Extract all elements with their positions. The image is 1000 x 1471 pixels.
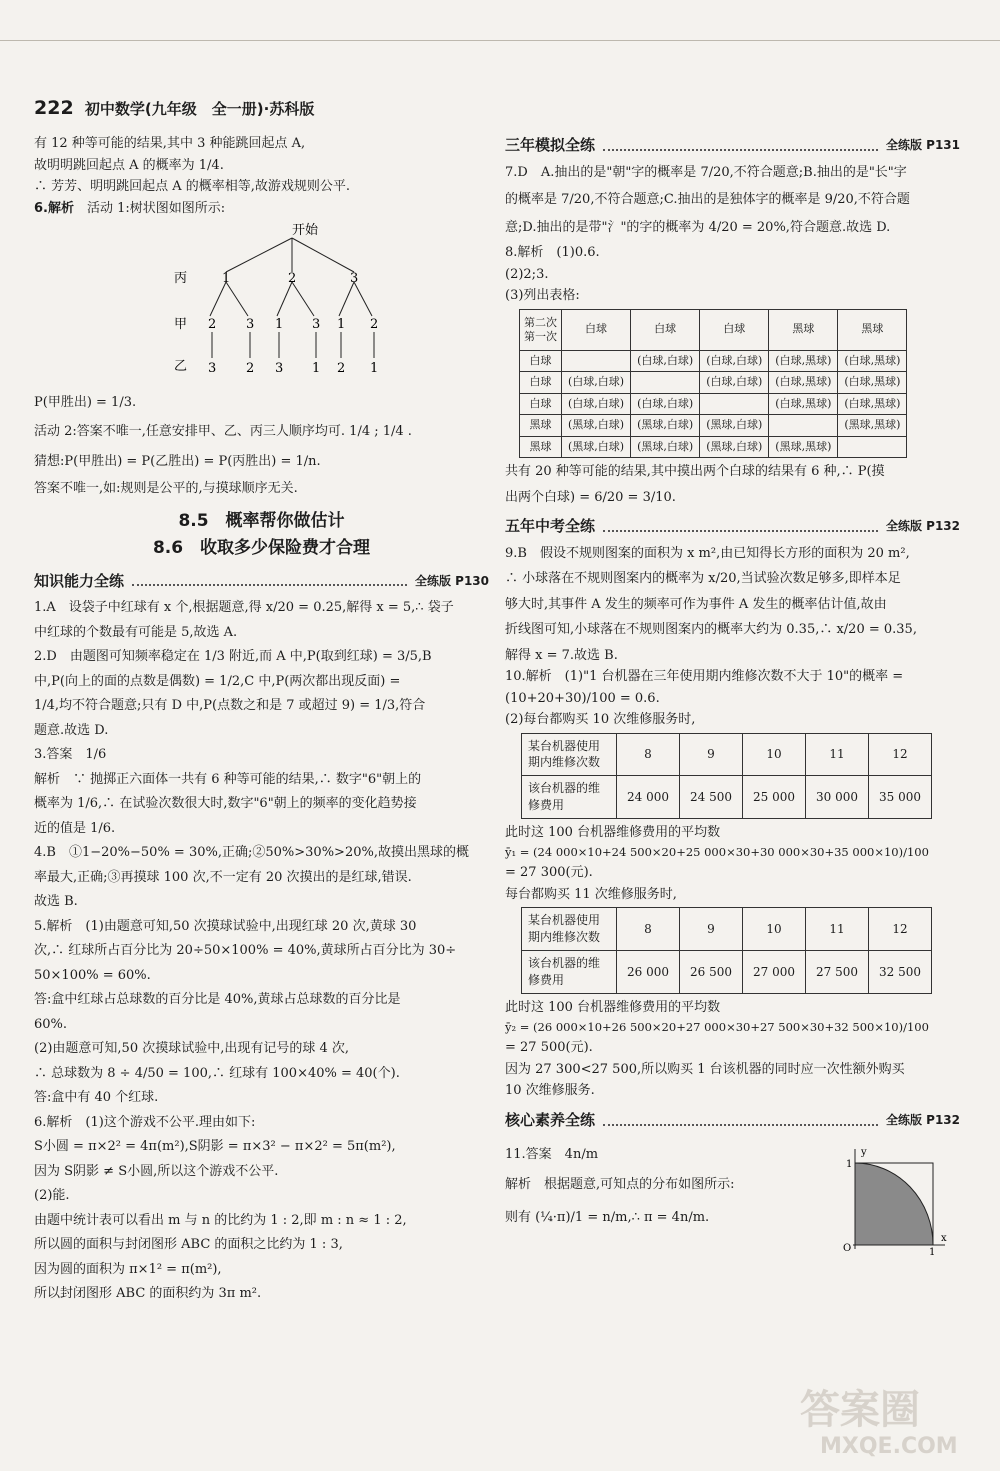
tree-node: 1 [312, 361, 321, 376]
text-line: 答案不唯一,如:规则是公平的,与摸球顺序无关. [34, 481, 298, 496]
answer-line: 概率为 1/6,∴ 在试验次数很大时,数字"6"朝上的频率的变化趋势接 [34, 796, 417, 811]
text-line: (3)列出表格: [505, 288, 580, 303]
watermark-logo: 答案圈 [800, 1387, 920, 1433]
table-cell: 9 [680, 908, 743, 951]
axis-label-x: x [941, 1233, 947, 1245]
axis-label-y: y [861, 1147, 867, 1159]
table-cell: (白球,白球) [700, 372, 769, 394]
tree-node: 2 [208, 317, 217, 332]
row-header: 该台机器的维修费用 [522, 776, 617, 819]
text-line: 猜想:P(甲胜出) = P(乙胜出) = P(丙胜出) = 1/n. [34, 453, 321, 469]
text-line: 共有 20 种等可能的结果,其中摸出两个白球的结果有 6 种,∴ P(摸 [505, 464, 885, 479]
q11-block [505, 1145, 960, 1255]
answer-line: 1/4,均不符合题意;只有 D 中,P(点数之和是 7 或超过 9) = 1/3,符合 [34, 698, 426, 713]
table-cell: (白球,白球) [562, 372, 631, 394]
table-cell: 12 [869, 908, 932, 951]
section-title-8-5: 8.5 概率帮你做估计 [178, 510, 345, 531]
text-line: 意;D.抽出的是带"氵"的字的概率为 4/20 = 20%,符合题意.故选 D. [505, 219, 891, 235]
section-header [505, 515, 960, 538]
row-header: 某台机器使用期内维修次数 [522, 733, 617, 776]
text-line: = 27 300(元). [505, 865, 593, 881]
row-label: 甲 [174, 317, 188, 332]
row-header: 白球 [520, 350, 562, 372]
tree-node: 2 [246, 361, 255, 376]
answer-line: 故选 B. [34, 894, 78, 909]
row-header: 黑球 [520, 415, 562, 437]
page-header [34, 94, 314, 123]
text-line: 因为 27 300<27 500,所以购买 1 台该机器的同时应一次性额外购买 [505, 1061, 905, 1077]
answer-line: 解析 ∵ 抛掷正六面体一共有 6 种等可能的结果,∴ 数字"6"朝上的 [34, 771, 422, 787]
table-cell: (白球,黑球) [769, 350, 838, 372]
tick-label-y: 1 [846, 1159, 853, 1171]
text-line: 9.B 假设不规则图案的面积为 x m²,由已知得长方形的面积为 20 m², [505, 545, 910, 561]
table-cell: (白球,白球) [631, 393, 700, 415]
tree-node: 3 [275, 361, 284, 376]
tree-node: 3 [312, 317, 321, 332]
section-ref: 全练版 P131 [885, 138, 960, 153]
table-cell: 35 000 [869, 776, 932, 819]
table-cell: (白球,白球) [631, 350, 700, 372]
table-cell: (白球,黑球) [838, 350, 907, 372]
answer-line: 4.B ①1−20%−50% = 30%,正确;②50%>30%>20%,故摸出黑球的概 [34, 845, 469, 860]
corner-cell [520, 309, 562, 350]
text-line: 7.D A.抽出的是"朝"字的概率是 7/20,不符合题意;B.抽出的是"长"字 [505, 164, 907, 180]
answer-line: 50×100% = 60%. [34, 967, 151, 983]
header-cell: 黑球 [838, 309, 907, 350]
row-label: 乙 [174, 359, 188, 374]
table-cell: (白球,黑球) [769, 393, 838, 415]
row-header: 白球 [520, 393, 562, 415]
table-cell: 25 000 [743, 776, 806, 819]
row-header: 该台机器的维修费用 [522, 951, 617, 994]
table-cell [838, 436, 907, 458]
header-cell: 白球 [562, 309, 631, 350]
text-line: 此时这 100 台机器维修费用的平均数 [505, 824, 721, 840]
section-header [34, 570, 489, 593]
answer-line: 由题中统计表可以看出 m 与 n 的比约为 1 : 2,即 m : n ≈ 1 : 2, [34, 1212, 407, 1228]
text-line: 解得 x = 7.故选 B. [505, 647, 618, 663]
answer-line: 因为 S阴影 ≠ S小圆,所以这个游戏不公平. [34, 1163, 279, 1179]
table-cell: 32 500 [869, 951, 932, 994]
question-number: 6.解析 [34, 200, 74, 216]
table-cell: (白球,黑球) [838, 393, 907, 415]
table-cell [631, 372, 700, 394]
table-cell: (黑球,白球) [700, 415, 769, 437]
table-cell: (黑球,白球) [562, 415, 631, 437]
answer-line: 3.答案 1/6 [34, 747, 107, 762]
tree-node: 2 [370, 317, 379, 332]
left-column [34, 134, 489, 1306]
answer-line: 近的值是 1/6. [34, 820, 116, 836]
table-row [520, 393, 907, 415]
tree-node: 1 [370, 361, 379, 376]
table-cell: 12 [869, 733, 932, 776]
table-cell [562, 350, 631, 372]
table-cell: 11 [806, 733, 869, 776]
text-line: 10 次维修服务. [505, 1083, 595, 1099]
table-cell: (白球,白球) [700, 350, 769, 372]
section-title: 核心素养全练 [505, 1110, 596, 1129]
table-cell: 11 [806, 908, 869, 951]
answer-line: 中红球的个数最有可能是 5,故选 A. [34, 624, 238, 640]
table-cell: 27 500 [806, 951, 869, 994]
table-cell: (黑球,白球) [631, 436, 700, 458]
table-cell: (黑球,白球) [700, 436, 769, 458]
header-cell: 黑球 [769, 309, 838, 350]
table-cell: 26 500 [680, 951, 743, 994]
section-header [505, 1109, 960, 1132]
table-cell: 10 [743, 908, 806, 951]
table-cell: 27 000 [743, 951, 806, 994]
text-line: (2)每台都购买 10 次维修服务时, [505, 712, 696, 727]
table-row [520, 415, 907, 437]
tree-diagram [34, 220, 474, 378]
answer-line: 因为圆的面积为 π×1² = π(m²), [34, 1261, 222, 1277]
text-line: P(甲胜出) = 1/3. [34, 394, 137, 410]
answer-line: 次,∴ 红球所占百分比为 20÷50×100% = 40%,黄球所占百分比为 30÷ [34, 943, 457, 958]
text-line: 此时这 100 台机器维修费用的平均数 [505, 999, 721, 1015]
text-line: 出两个白球) = 6/20 = 3/10. [505, 489, 676, 505]
answer-line: (2)由题意可知,50 次摸球试验中,出现有记号的球 4 次, [34, 1041, 350, 1056]
tree-node: 2 [288, 271, 297, 286]
table-row [520, 372, 907, 394]
section-ref: 全练版 P132 [885, 1113, 960, 1128]
text-line: 的概率是 7/20,不符合题意;C.抽出的是独体字的概率是 9/20,不符合题 [505, 192, 910, 207]
answer-line: S小圆 = π×2² = 4π(m²),S阴影 = π×3² − π×2² = 5π(m²), [34, 1139, 396, 1154]
text-line: 有 12 种等可能的结果,其中 3 种能跳回起点 A, [34, 136, 306, 151]
table-cell: 24 000 [617, 776, 680, 819]
tree-node: 1 [337, 317, 346, 332]
maintenance-table-11 [521, 907, 932, 993]
answer-line: 所以圆的面积与封闭图形 ABC 的面积之比约为 1 : 3, [34, 1237, 343, 1252]
table-cell: 8 [617, 908, 680, 951]
text-line: 8.解析 (1)0.6. [505, 245, 600, 260]
tree-node: 1 [222, 271, 231, 286]
row-header: 白球 [520, 372, 562, 394]
section-ref: 全练版 P130 [414, 573, 489, 588]
text-line: 11.答案 4n/m [505, 1147, 599, 1163]
table-cell [700, 393, 769, 415]
table-cell: (白球,黑球) [838, 372, 907, 394]
text-line: = 27 500(元). [505, 1040, 593, 1056]
text-line: (10+20+30)/100 = 0.6. [505, 690, 660, 706]
book-title: 初中数学(九年级 全一册)·苏科版 [84, 100, 315, 118]
table-cell: 9 [680, 733, 743, 776]
table-row [520, 436, 907, 458]
answer-line: 所以封闭图形 ABC 的面积约为 3π m². [34, 1286, 262, 1301]
text-line: 故明明跳回起点 A 的概率为 1/4. [34, 157, 224, 173]
table-cell: 24 500 [680, 776, 743, 819]
section-title: 知识能力全练 [34, 571, 125, 590]
row-header: 某台机器使用期内维修次数 [522, 908, 617, 951]
answer-line: 题意.故选 D. [34, 722, 109, 738]
table-cell: (白球,白球) [562, 393, 631, 415]
tick-label-x: 1 [929, 1247, 936, 1256]
table-cell: (黑球,白球) [562, 436, 631, 458]
maintenance-table-10 [521, 733, 932, 819]
table-cell: 8 [617, 733, 680, 776]
header-cell: 白球 [700, 309, 769, 350]
text-line: (2)2;3. [505, 266, 549, 282]
section-title-8-6: 8.6 收取多少保险费才合理 [152, 538, 371, 558]
corner-top: 第二次 [524, 316, 557, 330]
answer-line: 答:盒中红球占总球数的百分比是 40%,黄球占总球数的百分比是 [34, 992, 401, 1007]
answer-line: 6.解析 (1)这个游戏不公平.理由如下: [34, 1114, 256, 1130]
text-line: 活动 2:答案不唯一,任意安排甲、乙、丙三人顺序均可. 1/4 ; 1/4 . [34, 424, 412, 439]
tree-node: 3 [350, 271, 359, 286]
tree-node: 1 [275, 317, 284, 332]
text-line: 活动 1:树状图如图所示: [87, 200, 226, 216]
header-cell: 白球 [631, 309, 700, 350]
table-cell: (白球,黑球) [769, 372, 838, 394]
section-ref: 全练版 P132 [885, 519, 960, 534]
page-number: 222 [34, 97, 74, 119]
formula-line: ȳ₂ = (26 000×10+26 500×20+27 000×30+27 500×30+32 500×10)/100 [505, 1020, 929, 1035]
text-line: 10.解析 (1)"1 台机器在三年使用期内维修次数不大于 10"的概率 = [505, 669, 904, 684]
text-line: ∴ 小球落在不规则图案内的概率为 x/20,当试验次数足够多,即样本足 [505, 571, 901, 586]
table-cell: 10 [743, 733, 806, 776]
corner-bottom: 第一次 [524, 329, 557, 343]
table-cell: (黑球,黑球) [769, 436, 838, 458]
dotted-leader [603, 140, 878, 151]
formula-line: ȳ₁ = (24 000×10+24 500×20+25 000×30+30 000×30+35 000×10)/100 [505, 845, 929, 860]
text-line: 折线图可知,小球落在不规则图案内的概率大约为 0.35,∴ x/20 = 0.35, [505, 622, 917, 637]
text-line: ∴ 芳芳、明明跳回起点 A 的概率相等,故游戏规则公平. [34, 179, 351, 194]
right-column [505, 134, 960, 1255]
answer-line: 5.解析 (1)由题意可知,50 次摸球试验中,出现红球 20 次,黄球 30 [34, 918, 417, 934]
answer-list [34, 598, 489, 1304]
tree-node: 3 [208, 361, 217, 376]
answer-line: 答:盒中有 40 个红球. [34, 1090, 159, 1105]
table-row [520, 350, 907, 372]
answer-line: 2.D 由题图可知频率稳定在 1/3 附近,而 A 中,P(取到红球) = 3/5,B [34, 649, 432, 664]
quarter-circle-region [855, 1163, 933, 1245]
quarter-circle-figure [833, 1145, 951, 1255]
dotted-leader [603, 521, 878, 532]
row-label: 丙 [174, 271, 188, 286]
table-cell: 26 000 [617, 951, 680, 994]
origin-label: O [843, 1243, 852, 1255]
answer-line: 60%. [34, 1016, 68, 1032]
text-line: 够大时,其事件 A 发生的频率可作为事件 A 发生的概率估计值,故由 [505, 596, 887, 612]
text-line: 则有 (¼·π)/1 = n/m,∴ π = 4n/m. [505, 1210, 710, 1226]
answer-line: 1.A 设袋子中红球有 x 个,根据题意,得 x/20 = 0.25,解得 x = 5,∴ 袋子 [34, 600, 454, 615]
text-line: 解析 根据题意,可知点的分布如图所示: [505, 1176, 735, 1192]
tree-root: 开始 [292, 223, 319, 238]
table-cell: (黑球,黑球) [838, 415, 907, 437]
section-header [505, 134, 960, 157]
answer-line: 率最大,正确;③再摸球 100 次,不一定有 20 次摸出的是红球,错误. [34, 869, 412, 885]
answer-line: 中,P(向上的面的点数是偶数) = 1/2,C 中,P(两次都出现反面) = [34, 673, 401, 689]
tree-node: 3 [246, 317, 255, 332]
watermark-url: MXQE.COM [820, 1434, 958, 1459]
text-line: 每台都购买 11 次维修服务时, [505, 886, 677, 902]
q8-table [519, 309, 907, 459]
section-title: 三年模拟全练 [505, 136, 596, 154]
dotted-leader [132, 575, 407, 586]
top-rule [0, 40, 1000, 41]
section-title: 五年中考全练 [505, 517, 596, 535]
table-cell [769, 415, 838, 437]
answer-line: (2)能. [34, 1188, 70, 1203]
table-cell: (黑球,白球) [631, 415, 700, 437]
row-header: 黑球 [520, 436, 562, 458]
tree-node: 2 [337, 361, 346, 376]
dotted-leader [603, 1115, 878, 1126]
answer-line: ∴ 总球数为 8 ÷ 4/50 = 100,∴ 红球有 100×40% = 40(个). [34, 1065, 400, 1081]
table-cell: 30 000 [806, 776, 869, 819]
